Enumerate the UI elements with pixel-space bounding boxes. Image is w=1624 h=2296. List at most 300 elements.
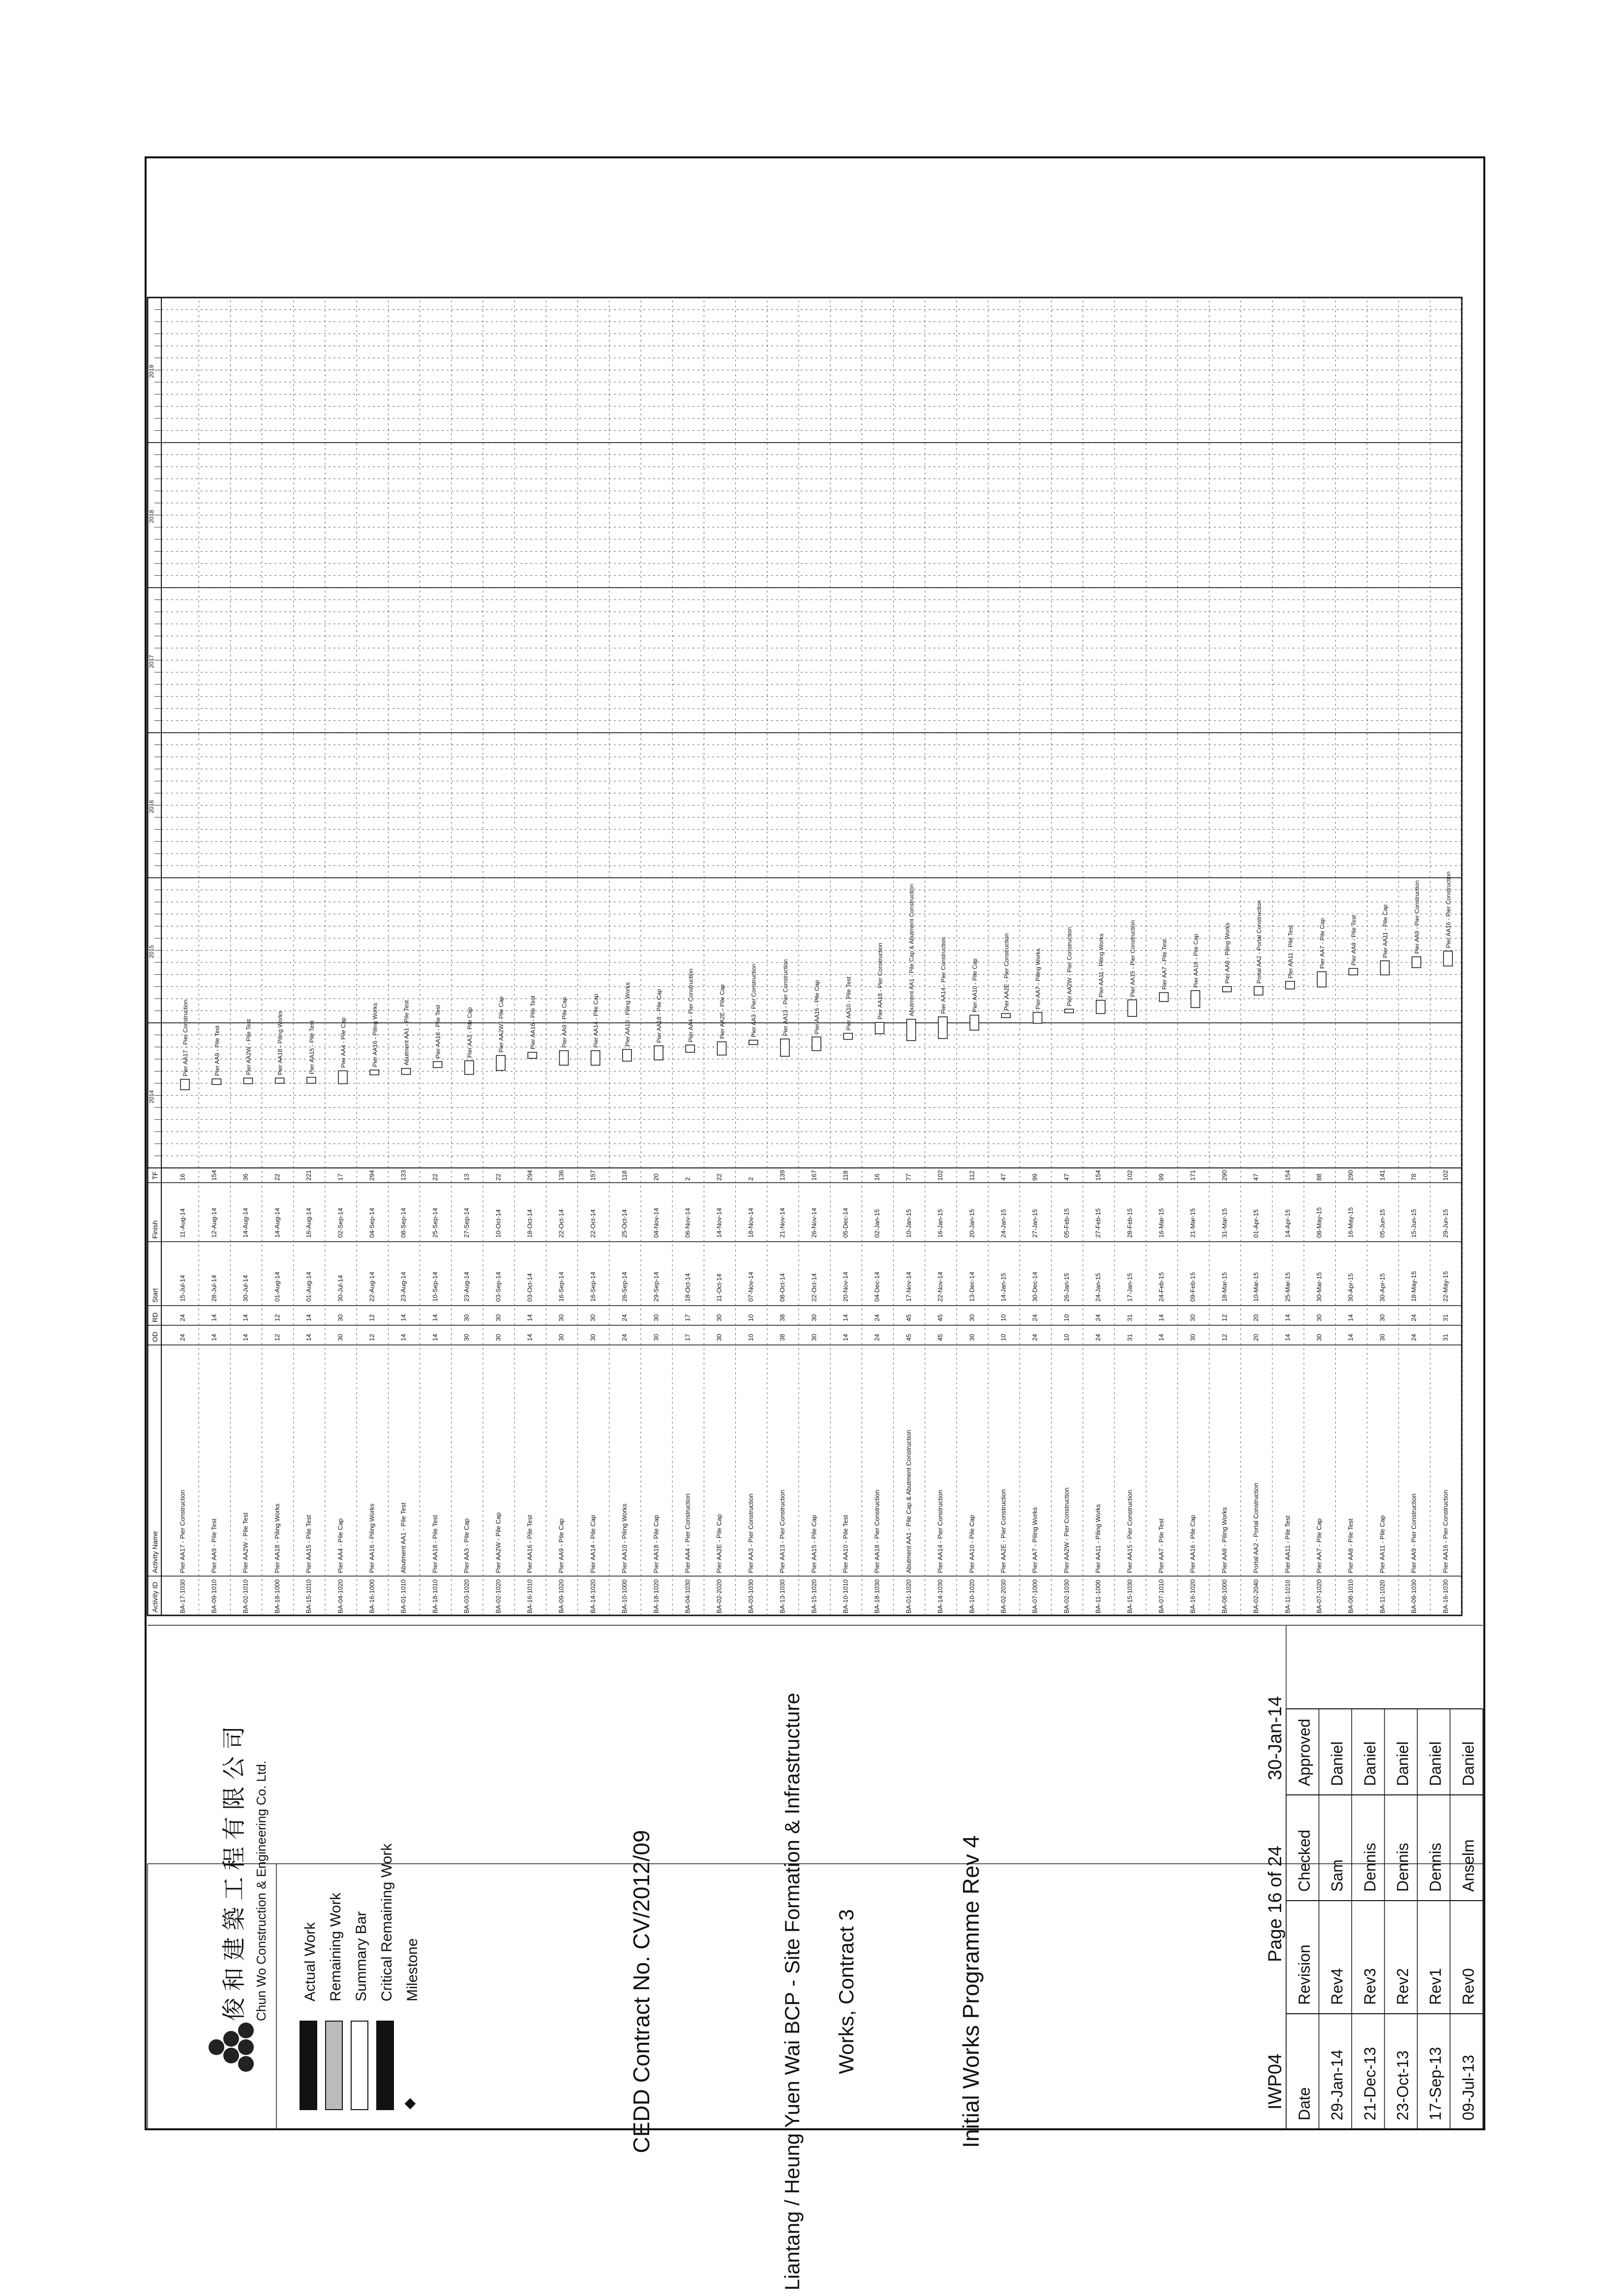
gantt-bar-label: Pier AA9 - Pile Test [213, 1025, 221, 1076]
activity-name: Pier AA2E - Pile Cap [715, 1514, 723, 1573]
activity-name: Pier AA7 - Pile Cap [1315, 1518, 1323, 1573]
start-date: 03-Oct-14 [526, 1273, 534, 1302]
remaining-duration: 14 [210, 1314, 218, 1321]
activity-name: Abutment AA1 - Pile Cap & Abutment Construction [904, 1430, 912, 1573]
finish-date: 12-Aug-14 [210, 1208, 218, 1238]
original-duration: 30 [557, 1334, 565, 1341]
activity-id: BA-04-1020 [336, 1579, 344, 1613]
gantt-bar[interactable] [465, 1061, 474, 1074]
gantt-bar[interactable] [528, 1052, 537, 1058]
activity-name: Pier AA4 - Pier Construction [684, 1493, 692, 1573]
legend-item [300, 1922, 318, 2110]
legend-item [351, 1911, 369, 2110]
table-row[interactable] [842, 298, 862, 1615]
remaining-duration: 14 [241, 1314, 249, 1321]
legend-item [326, 1892, 344, 2110]
header-name: Activity Name [151, 1531, 159, 1573]
activity-id: BA-09-1030 [1410, 1579, 1418, 1613]
activity-name: Pier AA18 - Pile Cap [652, 1515, 660, 1573]
original-duration: 30 [1189, 1334, 1197, 1341]
total-float: 167 [810, 1170, 818, 1181]
table-row[interactable] [968, 298, 988, 1615]
revision-cell: Rev3 [1361, 1968, 1379, 2005]
finish-date: 04-Sep-14 [368, 1208, 376, 1238]
gantt-bar[interactable] [907, 1019, 916, 1041]
sheet-frame [146, 157, 1484, 2129]
activity-id: BA-18-1020 [652, 1579, 660, 1613]
finish-date: 14-Nov-14 [715, 1208, 723, 1238]
gantt-bar[interactable] [1412, 957, 1421, 968]
start-date: 24-Feb-15 [1157, 1272, 1165, 1302]
activity-id: BA-16-1030 [1442, 1579, 1449, 1613]
gantt-bar-label: Pier AA11 - Piling Works [1097, 933, 1105, 998]
header-start: Start [151, 1288, 159, 1303]
total-float: 77 [904, 1173, 912, 1181]
table-row[interactable] [589, 298, 609, 1615]
header-finish: Finish [151, 1220, 159, 1239]
gantt-bar-label: Pier AA2W - Pier Construction [1066, 927, 1073, 1007]
finish-date: 14-Aug-14 [273, 1208, 281, 1238]
start-date: 22-May-15 [1442, 1271, 1449, 1302]
gantt-bar[interactable] [938, 1017, 947, 1039]
activity-id: BA-16-1020 [1189, 1579, 1197, 1613]
programme-code: IWP04 [1265, 2053, 1286, 2110]
gantt-bar[interactable] [1254, 986, 1263, 995]
start-date: 24-Jan-15 [1094, 1273, 1102, 1302]
gantt-bar[interactable] [1286, 982, 1294, 989]
remaining-duration: 14 [842, 1314, 849, 1321]
activity-id: BA-07-1000 [1031, 1579, 1039, 1613]
original-duration: 24 [1094, 1334, 1102, 1341]
original-duration: 24 [179, 1334, 186, 1341]
table-row[interactable] [273, 298, 294, 1615]
activity-id: BA-18-1000 [273, 1579, 281, 1613]
gantt-bar-label: Pier AA14 - Pile Cap [592, 994, 600, 1048]
gantt-bar[interactable] [244, 1078, 253, 1083]
start-date: 28-Jul-14 [210, 1275, 218, 1302]
remaining-duration: 24 [1031, 1314, 1039, 1321]
activity-id: BA-11-1000 [1094, 1580, 1102, 1613]
table-row[interactable] [810, 298, 830, 1615]
gantt-bar-label: Pier AA8 - Pile Test [1350, 915, 1357, 966]
table-row[interactable] [716, 298, 736, 1615]
original-duration: 30 [652, 1334, 660, 1341]
total-float: 118 [842, 1170, 849, 1181]
activity-id: BA-01-1020 [904, 1579, 912, 1613]
gantt-bar[interactable] [1096, 1000, 1105, 1014]
start-date: 08-Oct-14 [779, 1273, 786, 1302]
activity-id: BA-02-2040 [1252, 1579, 1260, 1613]
remaining-duration: 30 [715, 1314, 723, 1321]
activity-id: BA-02-2020 [715, 1579, 723, 1613]
gantt-bar[interactable] [654, 1046, 663, 1060]
gantt-bar[interactable] [496, 1055, 505, 1070]
activity-name: Pier AA4 - Pile Cap [336, 1518, 344, 1573]
activity-name: Pier AA18 - Piling Works [273, 1503, 281, 1573]
table-row[interactable] [684, 298, 704, 1615]
gantt-bar-label: Pier AA13 - Pier Construction [782, 959, 789, 1036]
revision-cell: Daniel [1361, 1741, 1379, 1786]
legend-swatch [326, 2021, 342, 2110]
gantt-bar-label: Abutment AA1 - Pile Test [403, 1000, 410, 1066]
activity-name: Pier AA17 - Pier Construction [179, 1490, 186, 1573]
year-label: 2019 [148, 364, 155, 378]
header-rd: RD [151, 1312, 159, 1322]
gantt-bar[interactable] [433, 1062, 442, 1068]
remaining-duration: 17 [684, 1314, 692, 1321]
table-body [179, 298, 1462, 1615]
start-date: 22-Nov-14 [936, 1272, 944, 1302]
remaining-duration: 30 [1315, 1314, 1323, 1321]
finish-date: 05-Feb-15 [1062, 1208, 1070, 1238]
finish-date: 22-Oct-14 [557, 1209, 565, 1238]
remaining-duration: 30 [810, 1314, 818, 1321]
start-date: 30-Apr-15 [1347, 1273, 1354, 1302]
total-float: 102 [1442, 1170, 1449, 1181]
gantt-bar[interactable] [1381, 961, 1389, 975]
start-date: 30-Jul-14 [241, 1275, 249, 1302]
start-date: 01-Aug-14 [273, 1272, 281, 1302]
original-duration: 14 [842, 1334, 849, 1341]
finish-date: 31-Mar-15 [1220, 1208, 1228, 1238]
gantt-bar-label: Pier AA16 - Pile Test [529, 995, 537, 1049]
finish-date: 29-Jun-15 [1442, 1209, 1449, 1238]
gantt-bar[interactable] [1159, 993, 1168, 1002]
start-date: 07-Nov-14 [747, 1272, 754, 1302]
revision-cell: 29-Jan-14 [1328, 2049, 1346, 2120]
original-duration: 31 [1442, 1334, 1449, 1341]
total-float: 13 [463, 1173, 471, 1181]
legend-swatch [351, 2021, 368, 2110]
activity-name: Pier AA16 - Pier Construction [1442, 1490, 1449, 1573]
gantt-bar[interactable] [781, 1039, 789, 1056]
finish-date: 25-Oct-14 [621, 1209, 629, 1238]
original-duration: 45 [936, 1334, 944, 1341]
start-date: 29-Sep-14 [652, 1272, 660, 1302]
year-label: 2017 [148, 655, 155, 668]
remaining-duration: 30 [1189, 1314, 1197, 1321]
activity-id: BA-03-1020 [463, 1579, 471, 1613]
gantt-bar-label: Pier AA4 - Pier Construction [687, 968, 694, 1043]
finish-date: 28-Feb-15 [1126, 1208, 1134, 1238]
gantt-bar-label: Pier AA7 - Pile Cap [1319, 918, 1326, 969]
revision-header: Revision [1295, 1944, 1313, 2005]
gantt-bar-label: Pier AA16 - Pile Cap [1192, 934, 1200, 988]
gantt-bar-label: Pier AA11 - Pile Test [1287, 925, 1294, 979]
original-duration: 30 [494, 1334, 502, 1341]
original-duration: 17 [684, 1334, 692, 1341]
revision-cell: Dennis [1426, 1843, 1444, 1892]
gantt-bar[interactable] [843, 1033, 852, 1039]
table-row[interactable] [242, 298, 262, 1615]
start-date: 30-Jul-14 [336, 1275, 344, 1302]
original-duration: 45 [904, 1334, 912, 1341]
gantt-bar[interactable] [1128, 1000, 1137, 1016]
total-float: 133 [399, 1170, 407, 1181]
gantt-bar-label: Pier AA15 - Pile Cap [813, 980, 821, 1034]
legend-swatch [300, 2021, 317, 2110]
start-date: 23-Aug-14 [399, 1272, 407, 1302]
activity-id: BA-10-1020 [968, 1579, 976, 1613]
table-row[interactable] [621, 298, 641, 1615]
finish-date: 08-May-15 [1315, 1207, 1323, 1238]
legend-swatch [377, 2021, 393, 2110]
total-float: 36 [241, 1173, 249, 1181]
activity-name: Pier AA18 - Pile Test [431, 1515, 439, 1573]
activity-id: BA-08-1000 [1220, 1579, 1228, 1613]
finish-date: 27-Sep-14 [463, 1208, 471, 1238]
activity-name: Pier AA11 - Piling Works [1094, 1504, 1102, 1573]
legend-label: Remaining Work [328, 1892, 344, 2001]
table-row[interactable] [558, 298, 578, 1615]
start-date: 17-Jan-15 [1126, 1273, 1134, 1302]
gantt-bar-label: Pier AA15 - Pile Test [308, 1020, 315, 1074]
remaining-duration: 30 [336, 1314, 344, 1321]
contract-number: CEDD Contract No. CV/2012/09 [629, 1830, 654, 2153]
finish-date: 21-Mar-15 [1189, 1208, 1197, 1238]
gantt-bar-label: Pier AA3 - Pile Cap [466, 1007, 473, 1058]
remaining-duration: 14 [526, 1314, 534, 1321]
title-block [148, 1625, 1483, 2291]
table-row[interactable] [463, 298, 483, 1615]
activity-name: Pier AA3 - Pile Cap [463, 1518, 471, 1573]
activity-name: Pier AA2W - Pile Cap [494, 1512, 502, 1573]
activity-id: BA-18-1010 [431, 1579, 439, 1613]
activity-name: Pier AA14 - Pile Cap [589, 1515, 597, 1573]
gantt-bar[interactable] [1444, 951, 1452, 966]
finish-date: 25-Sep-14 [431, 1208, 439, 1238]
remaining-duration: 30 [968, 1314, 976, 1321]
start-date: 23-Aug-14 [463, 1272, 471, 1302]
activity-id: BA-14-1020 [589, 1579, 597, 1613]
total-float: 294 [368, 1170, 376, 1181]
activity-name: Pier AA10 - Pile Cap [968, 1515, 976, 1573]
gantt-bar[interactable] [338, 1071, 347, 1084]
activity-name: Pier AA7 - Piling Works [1031, 1507, 1039, 1573]
remaining-duration: 12 [368, 1314, 376, 1321]
start-date: 14-Jan-15 [999, 1273, 1007, 1302]
gantt-bar[interactable] [1001, 1014, 1010, 1017]
start-date: 17-Nov-14 [904, 1272, 912, 1302]
activity-id: BA-15-1020 [810, 1579, 818, 1613]
start-date: 16-Sep-14 [589, 1272, 597, 1302]
gantt-bar[interactable] [1191, 990, 1200, 1007]
finish-date: 16-Mar-15 [1157, 1208, 1165, 1238]
gantt-bar-label: Pier AA8 - Piling Works [1224, 923, 1231, 984]
total-float: 22 [715, 1173, 723, 1181]
gantt-bar[interactable] [275, 1078, 284, 1083]
activity-name: Pier AA18 - Pier Construction [873, 1490, 881, 1573]
activity-name: Pier AA8 - Piling Works [1220, 1507, 1228, 1573]
company-name-en: Chun Wo Construction & Engineering Co. Ltd. [254, 1760, 269, 2021]
gantt-bar[interactable] [623, 1049, 632, 1061]
total-float: 99 [1157, 1173, 1165, 1181]
finish-date: 27-Jan-15 [1031, 1209, 1039, 1238]
revision-cell: 09-Jul-13 [1459, 2055, 1477, 2120]
gantt-bar[interactable] [970, 1015, 979, 1030]
legend-label: Actual Work [302, 1922, 318, 2001]
start-date: 15-Jul-14 [179, 1275, 186, 1302]
remaining-duration: 14 [399, 1314, 407, 1321]
activity-id: BA-02-2030 [999, 1579, 1007, 1613]
year-label: 2016 [148, 800, 155, 813]
gantt-bar[interactable] [749, 1040, 758, 1044]
activity-name: Pier AA3 - Pier Construction [747, 1493, 754, 1573]
activity-name: Pier AA2W - Pier Construction [1062, 1487, 1070, 1573]
original-duration: 14 [1157, 1334, 1165, 1341]
gantt-bar[interactable] [1317, 972, 1326, 987]
total-float: 78 [1410, 1173, 1418, 1181]
table-row[interactable] [779, 298, 799, 1615]
remaining-duration: 30 [463, 1314, 471, 1321]
gantt-bar-label: Pier AA9 - Pier Construction [1413, 880, 1420, 954]
revision-cell: 21-Dec-13 [1361, 2047, 1379, 2120]
activity-id: BA-02-1030 [1062, 1579, 1070, 1613]
remaining-duration: 12 [273, 1314, 281, 1321]
original-duration: 12 [1220, 1334, 1228, 1341]
gantt-bar-label: Pier AA16 - Pier Construction [1445, 871, 1452, 949]
activity-name: Pier AA11 - Pile Test [1284, 1515, 1292, 1573]
table-row[interactable] [526, 298, 546, 1615]
activity-name: Pier AA15 - Pier Construction [1126, 1490, 1134, 1573]
revision-cell: Rev2 [1394, 1968, 1412, 2005]
table-row[interactable] [368, 298, 389, 1615]
gantt-bar[interactable] [812, 1037, 821, 1051]
remaining-duration: 12 [1220, 1314, 1228, 1321]
gantt-bar[interactable] [402, 1069, 411, 1074]
finish-date: 21-Nov-14 [779, 1208, 786, 1238]
total-float: 17 [336, 1173, 344, 1181]
activity-id: BA-14-1030 [936, 1579, 944, 1613]
revision-header: Checked [1295, 1829, 1313, 1892]
start-date: 04-Dec-14 [873, 1272, 881, 1302]
gantt-bar[interactable] [1065, 1009, 1074, 1013]
finish-date: 10-Oct-14 [494, 1209, 502, 1238]
activity-id: BA-07-1020 [1315, 1579, 1323, 1613]
table-row[interactable] [211, 298, 231, 1615]
legend-item [404, 1938, 421, 2110]
activity-name: Pier AA10 - Pile Test [842, 1515, 849, 1573]
table-row[interactable] [431, 298, 451, 1615]
remaining-duration: 24 [873, 1314, 881, 1321]
gantt-bar[interactable] [591, 1051, 600, 1066]
gantt-bar[interactable] [1223, 986, 1232, 992]
finish-date: 22-Oct-14 [589, 1209, 597, 1238]
revision-cell: Daniel [1328, 1741, 1346, 1786]
start-date: 18-Mar-15 [1220, 1272, 1228, 1302]
company-logo [209, 2023, 254, 2072]
activity-id: BA-11-1020 [1378, 1580, 1386, 1613]
finish-date: 05-Jun-15 [1378, 1209, 1386, 1238]
remaining-duration: 10 [999, 1314, 1007, 1321]
remaining-duration: 38 [779, 1314, 786, 1321]
start-date: 16-Sep-14 [557, 1272, 565, 1302]
original-duration: 10 [747, 1334, 754, 1341]
remaining-duration: 10 [1062, 1314, 1070, 1321]
gantt-bar-label: Portal AA2 - Portal Construction [1255, 900, 1263, 984]
activity-id: BA-02-1020 [494, 1579, 502, 1613]
gantt-bar[interactable] [718, 1042, 726, 1055]
remaining-duration: 31 [1126, 1314, 1134, 1321]
finish-date: 18-Oct-14 [526, 1209, 534, 1238]
legend [300, 1843, 421, 2110]
remaining-duration: 10 [747, 1314, 754, 1321]
table-row[interactable] [747, 298, 767, 1615]
activity-name: Pier AA15 - Pile Test [305, 1515, 313, 1573]
total-float: 88 [1315, 1173, 1323, 1181]
table-row[interactable] [336, 298, 357, 1615]
finish-date: 06-Nov-14 [684, 1208, 692, 1238]
activity-name: Pier AA14 - Pier Construction [936, 1490, 944, 1573]
activity-id: BA-18-1030 [873, 1579, 881, 1613]
activity-id: BA-10-1000 [621, 1579, 629, 1613]
table-row[interactable] [179, 298, 199, 1615]
gantt-bar[interactable] [875, 1022, 884, 1034]
gantt-bar-label: Pier AA7 - Piling Works [1034, 948, 1042, 1010]
total-float: 141 [1378, 1170, 1386, 1181]
original-duration: 30 [715, 1334, 723, 1341]
finish-date: 14-Aug-14 [241, 1208, 249, 1238]
revision-table [1286, 1709, 1483, 2129]
finish-date: 20-Jan-15 [968, 1209, 976, 1238]
gantt-bar[interactable] [180, 1079, 189, 1090]
total-float: 136 [557, 1170, 565, 1181]
gantt-bar[interactable] [212, 1079, 221, 1084]
remaining-duration: 45 [936, 1314, 944, 1321]
year-label: 2015 [148, 945, 155, 958]
total-float: 154 [1094, 1170, 1102, 1181]
remaining-duration: 14 [431, 1314, 439, 1321]
gantt-bar-label: Pier AA18 - Pile Test [434, 1005, 442, 1059]
gantt-bar[interactable] [370, 1070, 379, 1075]
remaining-duration: 24 [1410, 1314, 1418, 1321]
total-float: 22 [273, 1173, 281, 1181]
legend-label: Summary Bar [353, 1911, 369, 2001]
start-date: 10-Mar-15 [1252, 1272, 1260, 1302]
activity-id: BA-03-1030 [747, 1579, 754, 1613]
gantt-bar[interactable] [307, 1077, 316, 1083]
gantt-bar[interactable] [1033, 1013, 1042, 1023]
start-date: 20-Nov-14 [842, 1272, 849, 1302]
project-title-line2: Works, Contract 3 [835, 1909, 858, 2074]
remaining-duration: 30 [1378, 1314, 1386, 1321]
gantt-bar-label: Pier AA4 - Pile Cap [340, 1017, 347, 1068]
print-date: 30-Jan-14 [1265, 1696, 1286, 1780]
activity-name: Pier AA2W - Pile Test [241, 1512, 249, 1573]
table-row[interactable] [305, 298, 325, 1615]
original-duration: 30 [336, 1334, 344, 1341]
gantt-bar-label: Pier AA2W - Pile Test [245, 1019, 252, 1075]
gantt-bar[interactable] [686, 1045, 694, 1052]
original-duration: 10 [999, 1334, 1007, 1341]
total-float: 290 [1220, 1170, 1228, 1181]
table-row[interactable] [494, 298, 514, 1615]
legend-label: Critical Remaining Work [379, 1843, 395, 2001]
start-date: 26-Sep-14 [621, 1272, 629, 1302]
original-duration: 14 [1284, 1334, 1292, 1341]
page-number: Page 16 of 24 [1265, 1846, 1286, 1962]
total-float: 118 [621, 1170, 629, 1181]
table-row[interactable] [400, 298, 420, 1615]
original-duration: 30 [463, 1334, 471, 1341]
activity-name: Pier AA16 - Piling Works [368, 1503, 376, 1573]
table-row[interactable] [652, 298, 672, 1615]
original-duration: 30 [589, 1334, 597, 1341]
finish-date: 14-Apr-15 [1284, 1209, 1292, 1238]
gantt-bar[interactable] [1349, 968, 1358, 975]
original-duration: 24 [621, 1334, 629, 1341]
gantt-bar[interactable] [560, 1051, 569, 1066]
